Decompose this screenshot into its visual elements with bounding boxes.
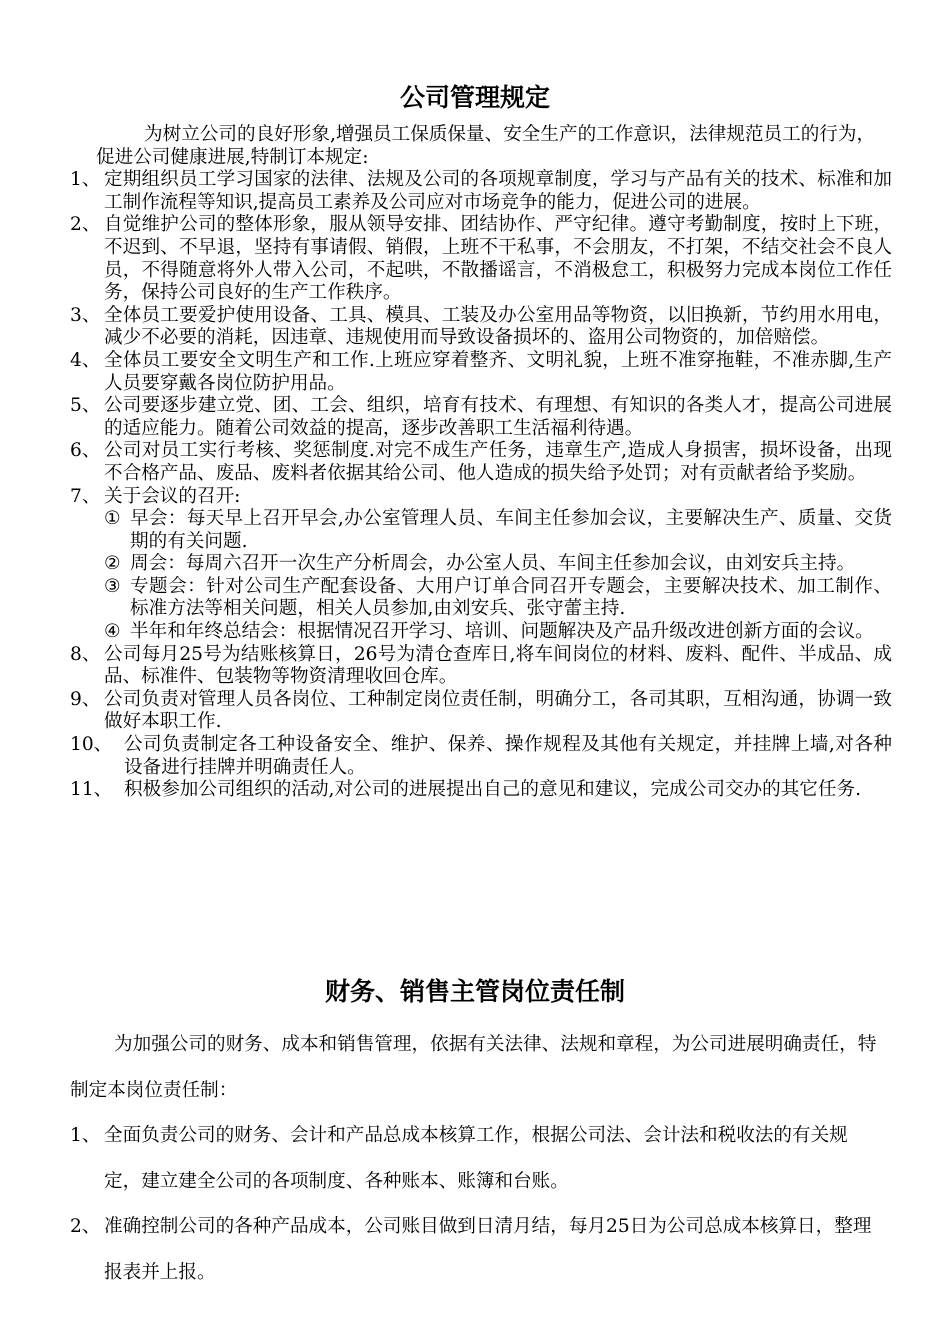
item-text: 公司要逐步建立党、团、工会、组织，培育有技术、有理想、有知识的各类人才，提高公司进展的适应能力。随着公司效益的提高，逐步改善职工生活福利待遇。 bbox=[104, 395, 892, 439]
item-text: 定期组织员工学习国家的法律、法规及公司的各项规章制度，学习与产品有关的技术、标准和加工制作流程等知识,提高员工素养及公司应对市场竞争的能力，促进公司的进展。 bbox=[104, 169, 892, 213]
list-item bbox=[70, 440, 892, 485]
section1-intro: 为树立公司的良好形象,增强员工保质保量、安全生产的工作意识，法律规范员工的行为，促进公司健康进展,特制订本规定: bbox=[96, 124, 876, 168]
item-number: 3、 bbox=[70, 304, 101, 326]
item-text: 积极参加公司组织的活动,对公司的进展提出自己的意见和建议，完成公司交办的其它任务. bbox=[124, 779, 861, 801]
item-number: 7、 bbox=[70, 485, 101, 507]
sub-item-text: 周会：每周六召开一次生产分析周会，办公室人员、车间主任参加会议，由刘安兵主持。 bbox=[130, 553, 856, 575]
sub-item-number: ② bbox=[104, 553, 121, 575]
item-number: 4、 bbox=[70, 349, 101, 371]
item-text: 公司负责对管理人员各岗位、工种制定岗位责任制，明确分工，各司其职，互相沟通，协调一致做好本职工作. bbox=[104, 688, 892, 733]
list-item bbox=[70, 305, 892, 350]
list-item bbox=[70, 350, 892, 395]
sub-item-number: ③ bbox=[104, 575, 121, 597]
sub-list-item bbox=[104, 576, 892, 621]
item-text: 准确控制公司的各种产品成本，公司账目做到日清月结，每月25日为公司总成本核算日，整理报表并上报。 bbox=[104, 1216, 872, 1283]
list-item bbox=[70, 1113, 880, 1204]
item-text: 全面负责公司的财务、会计和产品总成本核算工作，根据公司法、会计法和税收法的有关规定，建立建全公司的各项制度、各种账本、账簿和台账。 bbox=[104, 1125, 848, 1192]
list-item bbox=[70, 395, 892, 440]
sub-item-text: 早会：每天早上召开早会,办公室管理人员、车间主任参加会议，主要解决生产、质量、交货期的有关问题. bbox=[130, 508, 892, 552]
list-item bbox=[70, 486, 892, 509]
section2-title: 财务、销售主管岗位责任制 bbox=[324, 977, 625, 1006]
item-number: 2、 bbox=[70, 1216, 101, 1237]
section1-body bbox=[70, 124, 892, 802]
item-number: 5、 bbox=[70, 395, 101, 417]
item-text: 全体员工要爱护使用设备、工具、模具、工装及办公室用品等物资，以旧换新，节约用水用电，减少不必要的消耗，因违章、违规使用而导致设备损坏的、盗用公司物资的，加倍赔偿。 bbox=[104, 304, 892, 349]
item-number: 2、 bbox=[70, 214, 101, 236]
list-item bbox=[70, 734, 892, 779]
sub-item-text: 半年和年终总结会：根据情况召开学习、培训、问题解决及产品升级改进创新方面的会议。 bbox=[130, 621, 874, 643]
sub-list-item bbox=[104, 621, 892, 644]
sub-item-number: ① bbox=[104, 508, 121, 530]
item-number: 10、 bbox=[70, 734, 113, 756]
section2-body bbox=[70, 1022, 880, 1295]
list-item bbox=[70, 689, 892, 734]
item-number: 1、 bbox=[70, 1125, 101, 1146]
sub-item-number: ④ bbox=[104, 621, 121, 643]
sub-list-item bbox=[104, 508, 892, 553]
item-number: 1、 bbox=[70, 169, 101, 191]
item-number: 9、 bbox=[70, 688, 101, 710]
list-item bbox=[70, 644, 892, 689]
item-text: 公司每月25号为结账核算日，26号为清仓查库日,将车间岗位的材料、废料、配件、半成品、成品、标准件、包装物等物资清理收回仓库。 bbox=[104, 643, 892, 688]
list-item bbox=[70, 214, 892, 304]
item-text: 全体员工要安全文明生产和工作.上班应穿着整齐、文明礼貌，上班不准穿拖鞋，不准赤脚,生产人员要穿戴各岗位防护用品。 bbox=[104, 349, 892, 394]
sub-item-text: 专题会：针对公司生产配套设备、大用户订单合同召开专题会，主要解决技术、加工制作、标准方法等相关问题，相关人员参加,由刘安兵、张守蕾主持. bbox=[130, 575, 892, 620]
item-number: 6、 bbox=[70, 440, 101, 462]
list-item bbox=[70, 779, 892, 802]
list-item bbox=[70, 169, 892, 214]
item-number: 8、 bbox=[70, 643, 101, 665]
section2-intro: 为加强公司的财务、成本和销售管理，依据有关法律、法规和章程，为公司进展明确责任，特制定本岗位责任制： bbox=[70, 1034, 877, 1101]
item-text: 自觉维护公司的整体形象，服从领导安排、团结协作、严守纪律。遵守考勤制度，按时上下班，不迟到、不早退，坚持有事请假、销假，上班不干私事，不会朋友，不打架，不结交社会不良人员，不得随意将外人带入公司，不起哄，不散播谣言，不消极怠工，积极努力完成本岗位工作任务，保持公司良好的生产工作秩序。 bbox=[104, 214, 892, 304]
sub-list-item bbox=[104, 553, 892, 576]
item-text: 关于会议的召开: bbox=[104, 485, 241, 507]
list-item bbox=[70, 1204, 880, 1295]
section1-title: 公司管理规定 bbox=[399, 83, 550, 112]
item-number: 11、 bbox=[70, 779, 113, 801]
item-text: 公司负责制定各工种设备安全、维护、保养、操作规程及其他有关规定，并挂牌上墙,对各种设备进行挂牌并明确责任人。 bbox=[124, 734, 892, 778]
item-text: 公司对员工实行考核、奖惩制度.对完不成生产任务，违章生产,造成人身损害，损坏设备，出现不合格产品、废品、废料者依据其给公司、他人造成的损失给予处罚；对有贡献者给予奖励。 bbox=[104, 440, 892, 484]
